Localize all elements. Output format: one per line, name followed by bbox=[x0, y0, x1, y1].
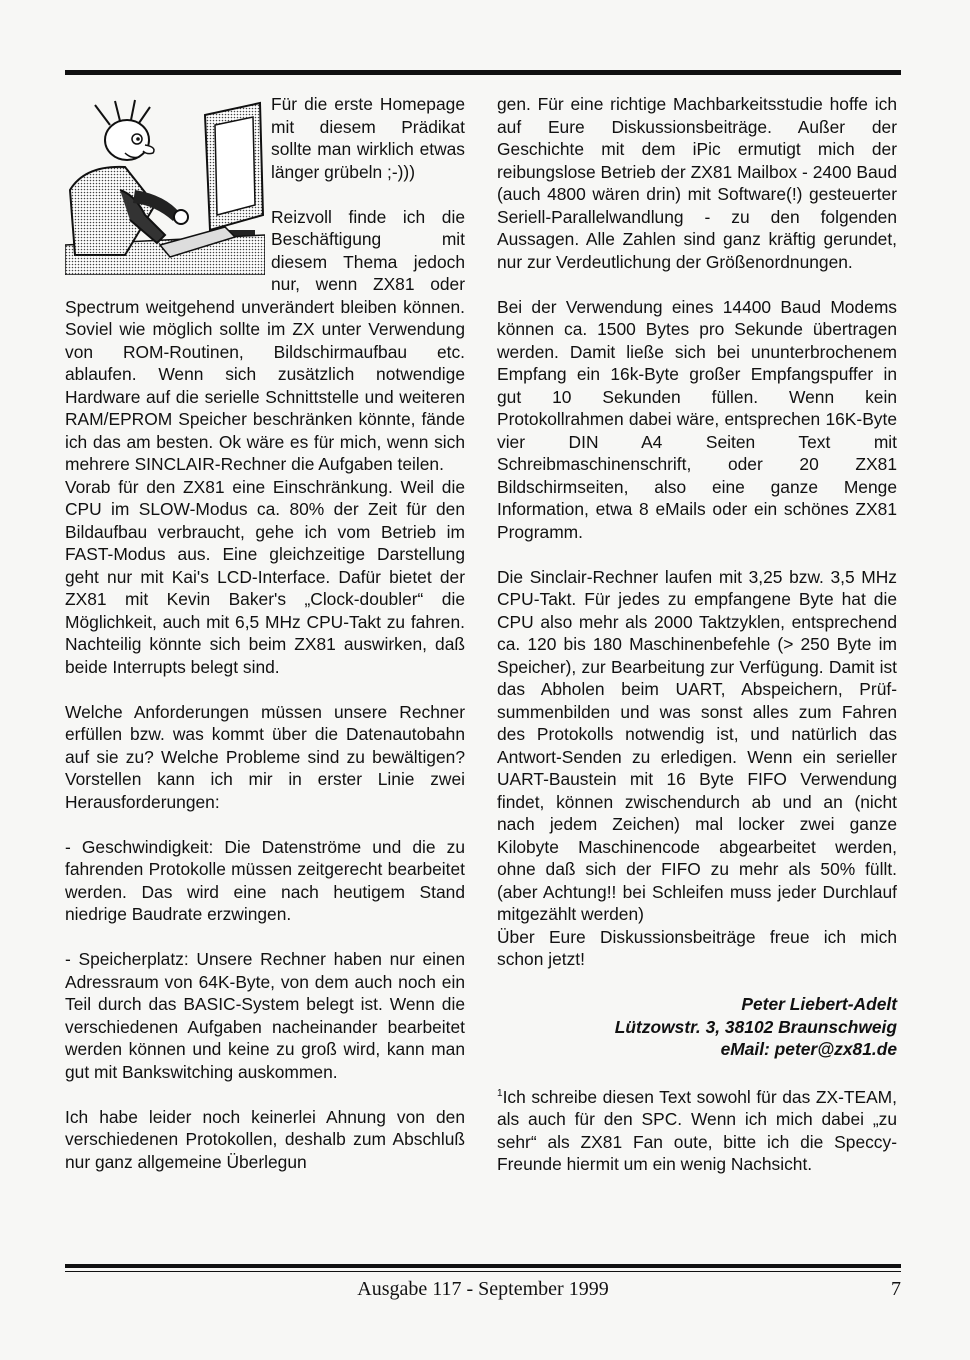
footnote-mark: 1 bbox=[497, 1088, 503, 1099]
restriction-paragraph: Vorab für den ZX81 eine Einschränkung. Weil die CPU im SLOW-Modus ca. 80% der Zeit für den Bildaufbau verbraucht, gehe ich vom Betrieb im FAST-Modus aus. Eine gleichzeitige Darstellung geht nur mit Kai's LCD-Interface. Dafür bietet der ZX81 mit Kevin Baker's „Clock-doubler“ die Möglichkeit, auch mit 6,5 MHz CPU-Takt zu fahren. Nachteilig könnte sich beim ZX81 auswirken, daß beide Interrupts belegt sind. bbox=[65, 476, 465, 677]
signature-block bbox=[497, 993, 897, 1061]
requirements-paragraph: Welche Anforderungen müssen unsere Rechner erfüllen bzw. was kommt über die Datenautobahn auf sie zu? Welche Probleme sind zu bewältigen? Vorstellen kann ich mir in erster Linie zwei Herausforderungen: bbox=[65, 701, 465, 812]
cpu-paragraph: Die Sinclair-Rechner laufen mit 3,25 bzw. 3,5 MHz CPU-Takt. Für jedes zu empfangene Byte hat die CPU also mehr als 2000 Taktzyklen, entsprechend ca. 120 bis 180 Maschinenbefehle (> 250 Byte im Speicher), zur Bearbeitung zur Verfügung. Damit ist das Abholen beim UART, Abspeichern, Prüfsummenbilden und was sonst alles zum Fahren des Protokolls notwendig ist, und natürlich das Antwort-Senden zu erledigen. Wenn ein serieller UART-Baustein mit 16 Byte FIFO Verwendung findet, können zwischendurch ab und an (nicht nach jedem Zeichen) mal locker zwei ganze Kilobyte Maschinencode abgearbeitet werden, ohne daß sich der FIFO zu mehr als 50% füllt. (aber Achtung!! bei Schleifen muss jeder Durchlauf mitgezählt werden) bbox=[497, 566, 897, 924]
protocols-paragraph: Ich habe leider noch keinerlei Ahnung von den verschiedenen Protokollen, deshalb zum Abschluß nur ganz allgemeine Überlegun bbox=[65, 1106, 465, 1172]
bottom-rule-thick bbox=[65, 1264, 901, 1268]
issue-label: Ausgabe 117 - September 1999 bbox=[357, 1278, 609, 1300]
page-footer bbox=[65, 1276, 901, 1306]
left-column bbox=[65, 93, 465, 1173]
intro-paragraph-1: Für die erste Homepage mit diesem Prädikat sollte man wirklich etwas länger grübeln ;-))) bbox=[271, 94, 465, 182]
memory-paragraph: - Speicherplatz: Unsere Rechner haben nur einen Adressraum von 64K-Byte, von dem auch noch ein Teil durch das BASIC-System belegt ist. Wenn die verschiedenen Aufgaben nacheinander bearbeitet werden können und keine zu groß wird, kann man gut mit Bankswitching auskommen. bbox=[65, 949, 465, 1082]
continued-paragraph: gen. Für eine richtige Machbarkeitsstudie hoffe ich auf Eure Diskussionsbeiträge. Außer der Geschichte mit dem iPic ermutigt mich der reibungslose Betrieb der ZX81 Mailbox - 2400 Baud (auch 4800 wären drin) mit Software(!) gesteuerter Seriell-Parallelwandlung - zu den folgenden Aussagen. Alle Zahlen sind ganz kräftig gerundet, nur zur Verdeutlichung der Größenordnungen. bbox=[497, 94, 897, 272]
cartoon-computer-user-illustration bbox=[65, 95, 265, 275]
author-email: eMail: peter@zx81.de bbox=[720, 1039, 897, 1059]
closing-paragraph: Über Eure Diskussionsbeiträge freue ich mich schon jetzt! bbox=[497, 926, 897, 969]
author-name: Peter Liebert-Adelt bbox=[741, 994, 897, 1014]
right-column bbox=[497, 93, 897, 1176]
page-number: 7 bbox=[891, 1278, 901, 1300]
top-rule bbox=[65, 70, 901, 75]
speed-paragraph: - Geschwindigkeit: Die Datenströme und die zu fahrenden Protokolle müssen zeitgerecht bearbeitet werden. Das wird eine nach heutigem Stand niedrige Baudrate erzwingen. bbox=[65, 836, 465, 924]
author-address: Lützowstr. 3, 38102 Braunschweig bbox=[614, 1016, 897, 1037]
footnote-text: Ich schreibe diesen Text sowohl für das ZX-TEAM, als auch für den SPC. Wenn ich mich dabei „zu sehr“ als ZX81 Fan oute, bitte ich die Speccy-Freunde hiermit um ein wenig Nachsicht. bbox=[497, 1086, 897, 1175]
footnote bbox=[497, 1083, 897, 1176]
intro-paragraph-2: Reizvoll finde ich die Beschäftigung mit diesem Thema jedoch nur, wenn ZX81 oder Spectrum weitgehend unverändert bleiben können. Soviel wie möglich sollte im ZX unter Verwendung von ROM-Routinen, Bildschirmaufbau etc. ablaufen. Wenn sich zusätzlich notwendige Hardware auf die serielle Schnittstelle und weiteren RAM/EPROM Speicher beschränken könnte, fände ich das am besten. Ok wäre es für mich, wenn sich mehrere SINCLAIR-Rechner die Aufgaben teilen. bbox=[65, 206, 465, 474]
bottom-rule-thin bbox=[65, 1271, 901, 1272]
modem-paragraph: Bei der Verwendung eines 14400 Baud Modems können ca. 1500 Bytes pro Sekunde übertragen werden. Damit ließe sich bei ununterbrochenem Empfang ein 16k-Byte großer Empfangspuffer in gut 10 Sekunden füllen. Wenn kein Protokollrahmen dabei wäre, entsprechen 16K-Byte vier DIN A4 Seiten Text mit Schreibmaschinenschrift, oder 20 ZX81 Bildschirmseiten, also eine ganze Menge Information, etwa 8 eMails oder ein schönes ZX81 Programm. bbox=[497, 296, 897, 542]
